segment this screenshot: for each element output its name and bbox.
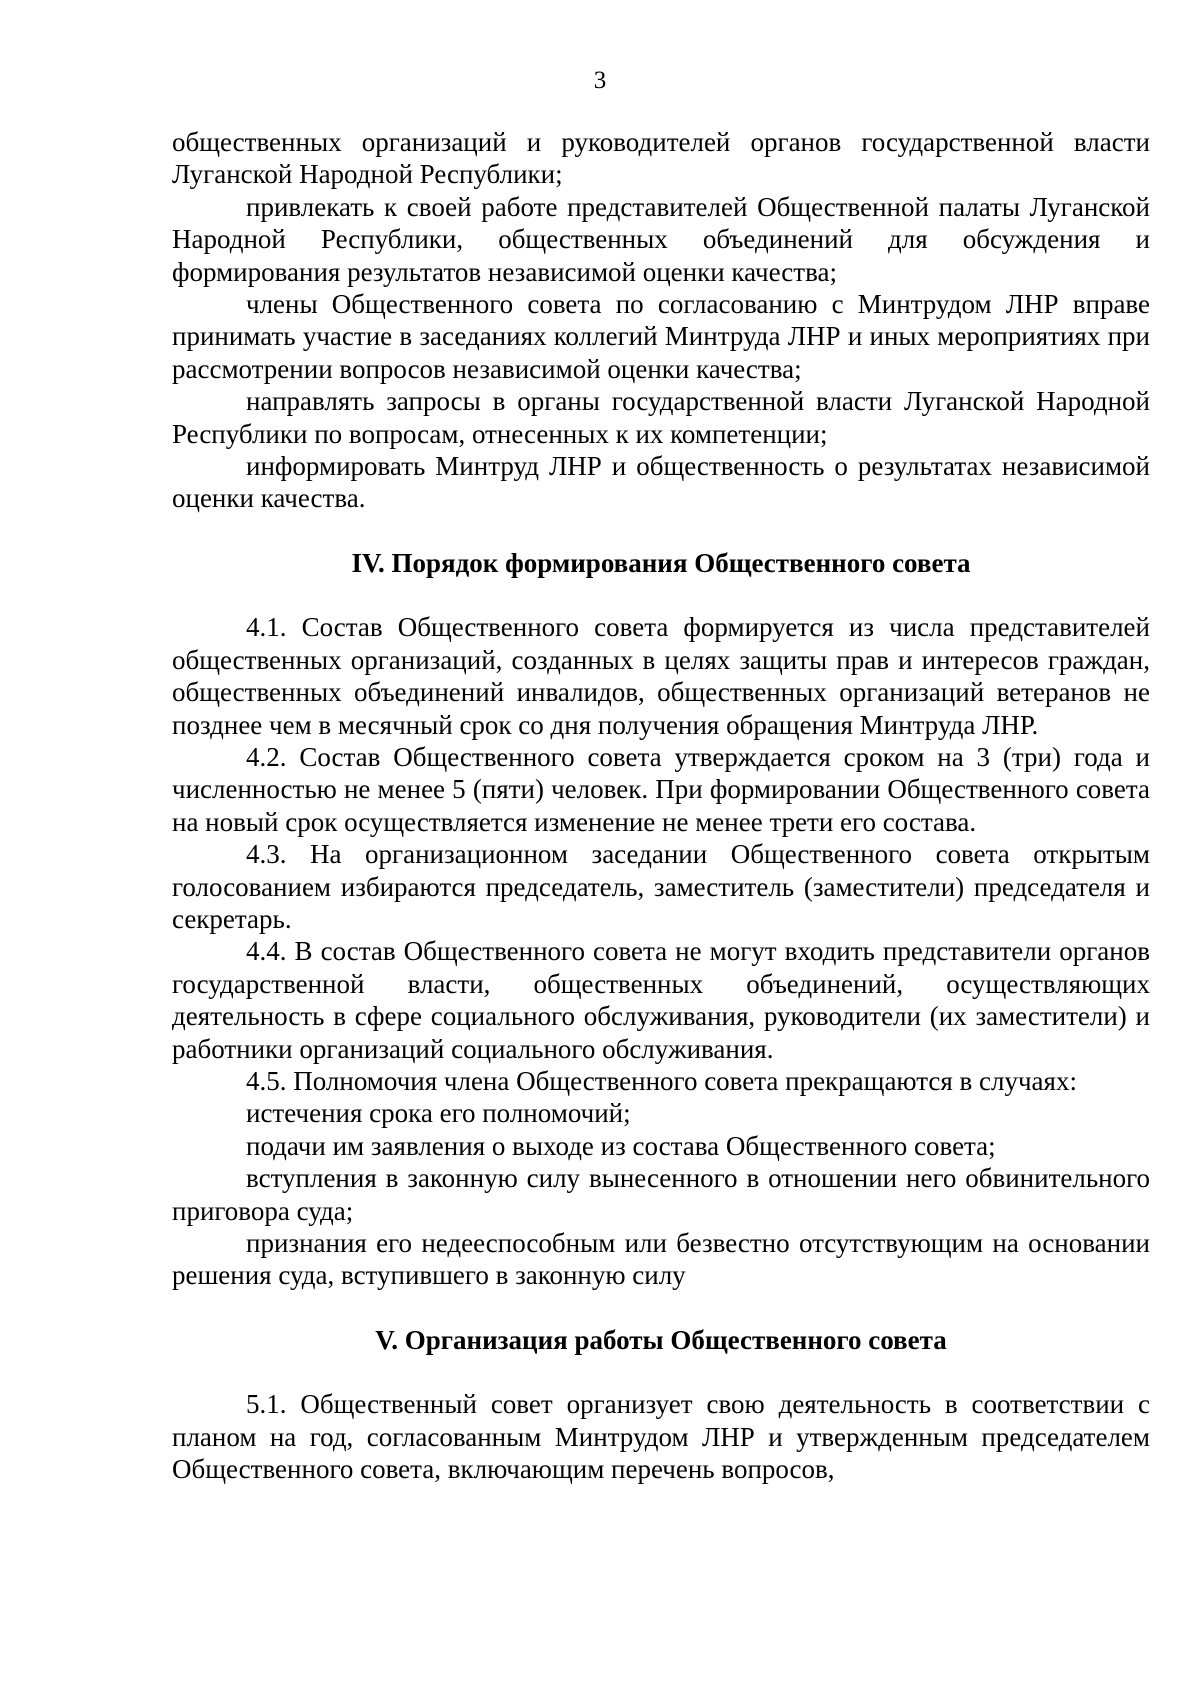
paragraph: 4.4. В состав Общественного совета не могут входить представители органов государственной власти, общественных объединений, осуществляющих деятельность в сфере социального обслуживания, руководители (их заместители) и работники организаций социального обслуживания. bbox=[172, 936, 1150, 1064]
paragraph: информировать Минтруд ЛНР и общественность о результатах независимой оценки качества. bbox=[172, 451, 1150, 514]
paragraph: подачи им заявления о выходе из состава Общественного совета; bbox=[246, 1130, 996, 1161]
paragraph: вступления в законную силу вынесенного в отношении него обвинительного приговора суда; bbox=[172, 1163, 1150, 1226]
paragraph: привлекать к своей работе представителей Общественной палаты Луганской Народной Республики, общественных объединений для обсуждения и формирования результатов независимой оценки качества; bbox=[172, 191, 1150, 287]
paragraph: 4.1. Состав Общественного совета формируется из числа представителей общественных организаций, созданных в целях защиты прав и интересов граждан, общественных объединений инвалидов, общественных организаций ветеранов не позднее чем в месячный срок со дня получения обращения Минтруда ЛНР. bbox=[172, 612, 1150, 740]
paragraph: члены Общественного совета по согласованию с Минтрудом ЛНР вправе принимать участие в заседаниях коллегий Минтруда ЛНР и иных мероприятиях при рассмотрении вопросов независимой оценки качества; bbox=[172, 289, 1150, 384]
paragraph: направлять запросы в органы государственной власти Луганской Народной Республики по вопросам, отнесенных к их компетенции; bbox=[172, 386, 1150, 449]
paragraph: общественных организаций и руководителей органов государственной власти Луганской Народной Республики; bbox=[172, 127, 1150, 190]
section-5-heading: V. Организация работы Общественного совета bbox=[375, 1324, 947, 1355]
paragraph: 4.3. На организационном заседании Общественного совета открытым голосованием избираются председатель, заместитель (заместители) председателя и секретарь. bbox=[172, 839, 1150, 934]
paragraph: признания его недееспособным или безвестно отсутствующим на основании решения суда, вступившего в законную силу bbox=[172, 1228, 1150, 1291]
section-4-heading: IV. Порядок формирования Общественного совета bbox=[351, 547, 971, 578]
paragraph: 4.5. Полномочия члена Общественного совета прекращаются в случаях: bbox=[246, 1065, 1077, 1096]
paragraph: 5.1. Общественный совет организует свою деятельность в соответствии с планом на год, согласованным Минтрудом ЛНР и утвержденным председателем Общественного совета, включающим перечень вопросов, bbox=[172, 1389, 1150, 1485]
paragraph: 4.2. Состав Общественного совета утверждается сроком на 3 (три) года и численностью не менее 5 (пяти) человек. При формировании Общественного совета на новый срок осуществляется изменение не менее трети его состава. bbox=[172, 741, 1150, 837]
page-number: 3 bbox=[593, 67, 607, 94]
paragraph: истечения срока его полномочий; bbox=[246, 1098, 631, 1129]
document-body bbox=[172, 126, 1150, 1485]
